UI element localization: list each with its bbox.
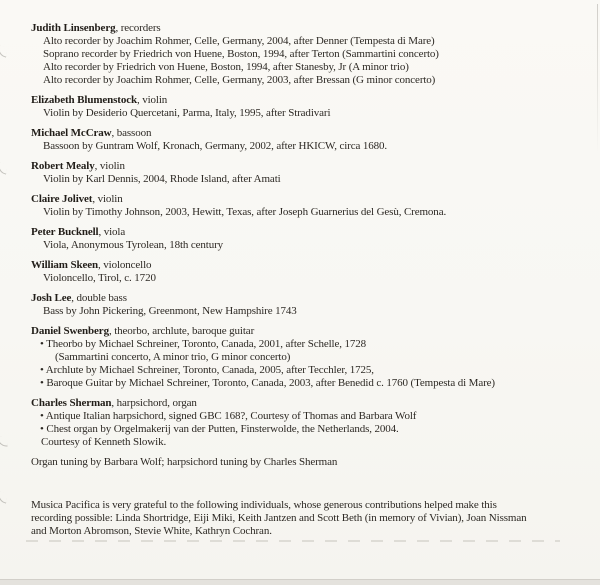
instrument-line: Soprano recorder by Friedrich von Huene, Boston, 1994, after Terton (Sammartini concerto) [43,48,439,60]
performer-roles: , violin [92,193,123,205]
scan-artifact-binding-mark [0,162,8,174]
scan-artifact-binding-mark [0,45,8,57]
performer-entry [31,193,579,219]
performer-heading [31,193,579,206]
credits-list [31,22,579,538]
performer-heading [31,259,579,272]
performer-entry [31,226,579,252]
performer-heading [31,22,579,35]
instrument-line: Violin by Timothy Johnson, 2003, Hewitt, Texas, after Joseph Guarnerius del Gesù, Cremona. [43,206,447,218]
performer-entry [31,127,579,153]
scan-artifact-binding-mark [0,491,8,503]
instrument-line: • Archlute by Michael Schreiner, Toronto, Canada, 2005, after Tecchler, 1725, [40,364,374,376]
performer-name: Michael McCraw [31,127,112,139]
performer-roles: , theorbo, archlute, baroque guitar [108,325,255,337]
instrument-line: • Theorbo by Michael Schreiner, Toronto, Canada, 2001, after Schelle, 1728 [40,338,367,350]
performer-name: Charles Sherman [31,397,112,409]
instrument-line: • Chest organ by Orgelmakerij van der Putten, Finsterwolde, the Netherlands, 2004. [40,423,399,435]
instrument-line: • Antique Italian harpsichord, signed GBC 168?, Courtesy of Thomas and Barbara Wolf [40,410,417,422]
instrument-line: Bass by John Pickering, Greenmont, New Hampshire 1743 [43,305,297,317]
performer-heading [31,94,579,107]
instrument-line: Violin by Karl Dennis, 2004, Rhode Island, after Amati [43,173,281,185]
performer-name: Judith Linsenberg [31,22,116,34]
instrument-line: Alto recorder by Joachim Rohmer, Celle, Germany, 2003, after Bressan (G minor concerto) [43,74,436,86]
instrument-line: Viola, Anonymous Tyrolean, 18th century [43,239,224,251]
performer-roles: , violoncello [98,259,152,271]
instrument-line: Violin by Desiderio Quercetani, Parma, Italy, 1995, after Stradivari [43,107,331,119]
scan-artifact-showthrough-line [26,540,560,542]
performer-roles: , viola [98,226,126,238]
instrument-line: Alto recorder by Friedrich von Huene, Boston, 1994, after Stanesby, Jr (A minor trio) [43,61,409,73]
instrument-line: • Baroque Guitar by Michael Schreiner, Toronto, Canada, 2003, after Benedid c. 1760 (Tempesta di Mare) [40,377,495,389]
performer-roles: , bassoon [111,127,152,139]
performer-heading [31,226,579,239]
performer-entry [31,292,579,318]
performer-entry [31,397,579,449]
instrument-line-continuation: Courtesy of Kenneth Slowik. [41,436,167,448]
scan-artifact-page-edge [0,580,600,585]
instrument-line: Violoncello, Tirol, c. 1720 [43,272,156,284]
performer-entry [31,259,579,285]
performer-heading [31,397,579,410]
performer-name: Elizabeth Blumenstock [31,94,137,106]
performer-entry [31,22,579,87]
performer-entry [31,94,579,120]
performer-roles: , recorders [115,22,161,34]
performer-roles: , double bass [71,292,127,304]
instrument-line: Bassoon by Guntram Wolf, Kronach, Germany, 2002, after HKICW, circa 1680. [43,140,388,152]
performer-roles: , violin [94,160,125,172]
performer-name: Josh Lee [31,292,72,304]
acknowledgment-paragraph: Musica Pacifica is very grateful to the following individuals, whose generous contributions helped make this recording possible: Linda Shortridge, Eiji Miki, Keith Jantzen and Scott Beth (in memory of Vivian), Joan Nissman and Morton Abromson, Stevie White, Kathryn Cochran. [31,499,527,537]
performer-roles: , violin [136,94,168,106]
performer-name: Claire Jolivet [31,193,93,205]
performer-entry [31,325,579,390]
performer-heading [31,127,579,140]
performer-heading [31,292,579,305]
scan-artifact-binding-mark [0,436,8,448]
tuning-note: Organ tuning by Barbara Wolf; harpsichord tuning by Charles Sherman [31,456,338,468]
performer-name: William Skeen [31,259,98,271]
instrument-line-continuation: (Sammartini concerto, A minor trio, G minor concerto) [55,351,291,363]
performer-entry [31,160,579,186]
performer-name: Daniel Swenberg [31,325,109,337]
scan-artifact-right-crease [597,4,598,154]
performer-heading [31,325,579,338]
instrument-line: Alto recorder by Joachim Rohmer, Celle, Germany, 2004, after Denner (Tempesta di Mare) [43,35,435,47]
performer-roles: , harpsichord, organ [111,397,197,409]
performer-heading [31,160,579,173]
performer-name: Peter Bucknell [31,226,99,238]
performer-name: Robert Mealy [31,160,95,172]
